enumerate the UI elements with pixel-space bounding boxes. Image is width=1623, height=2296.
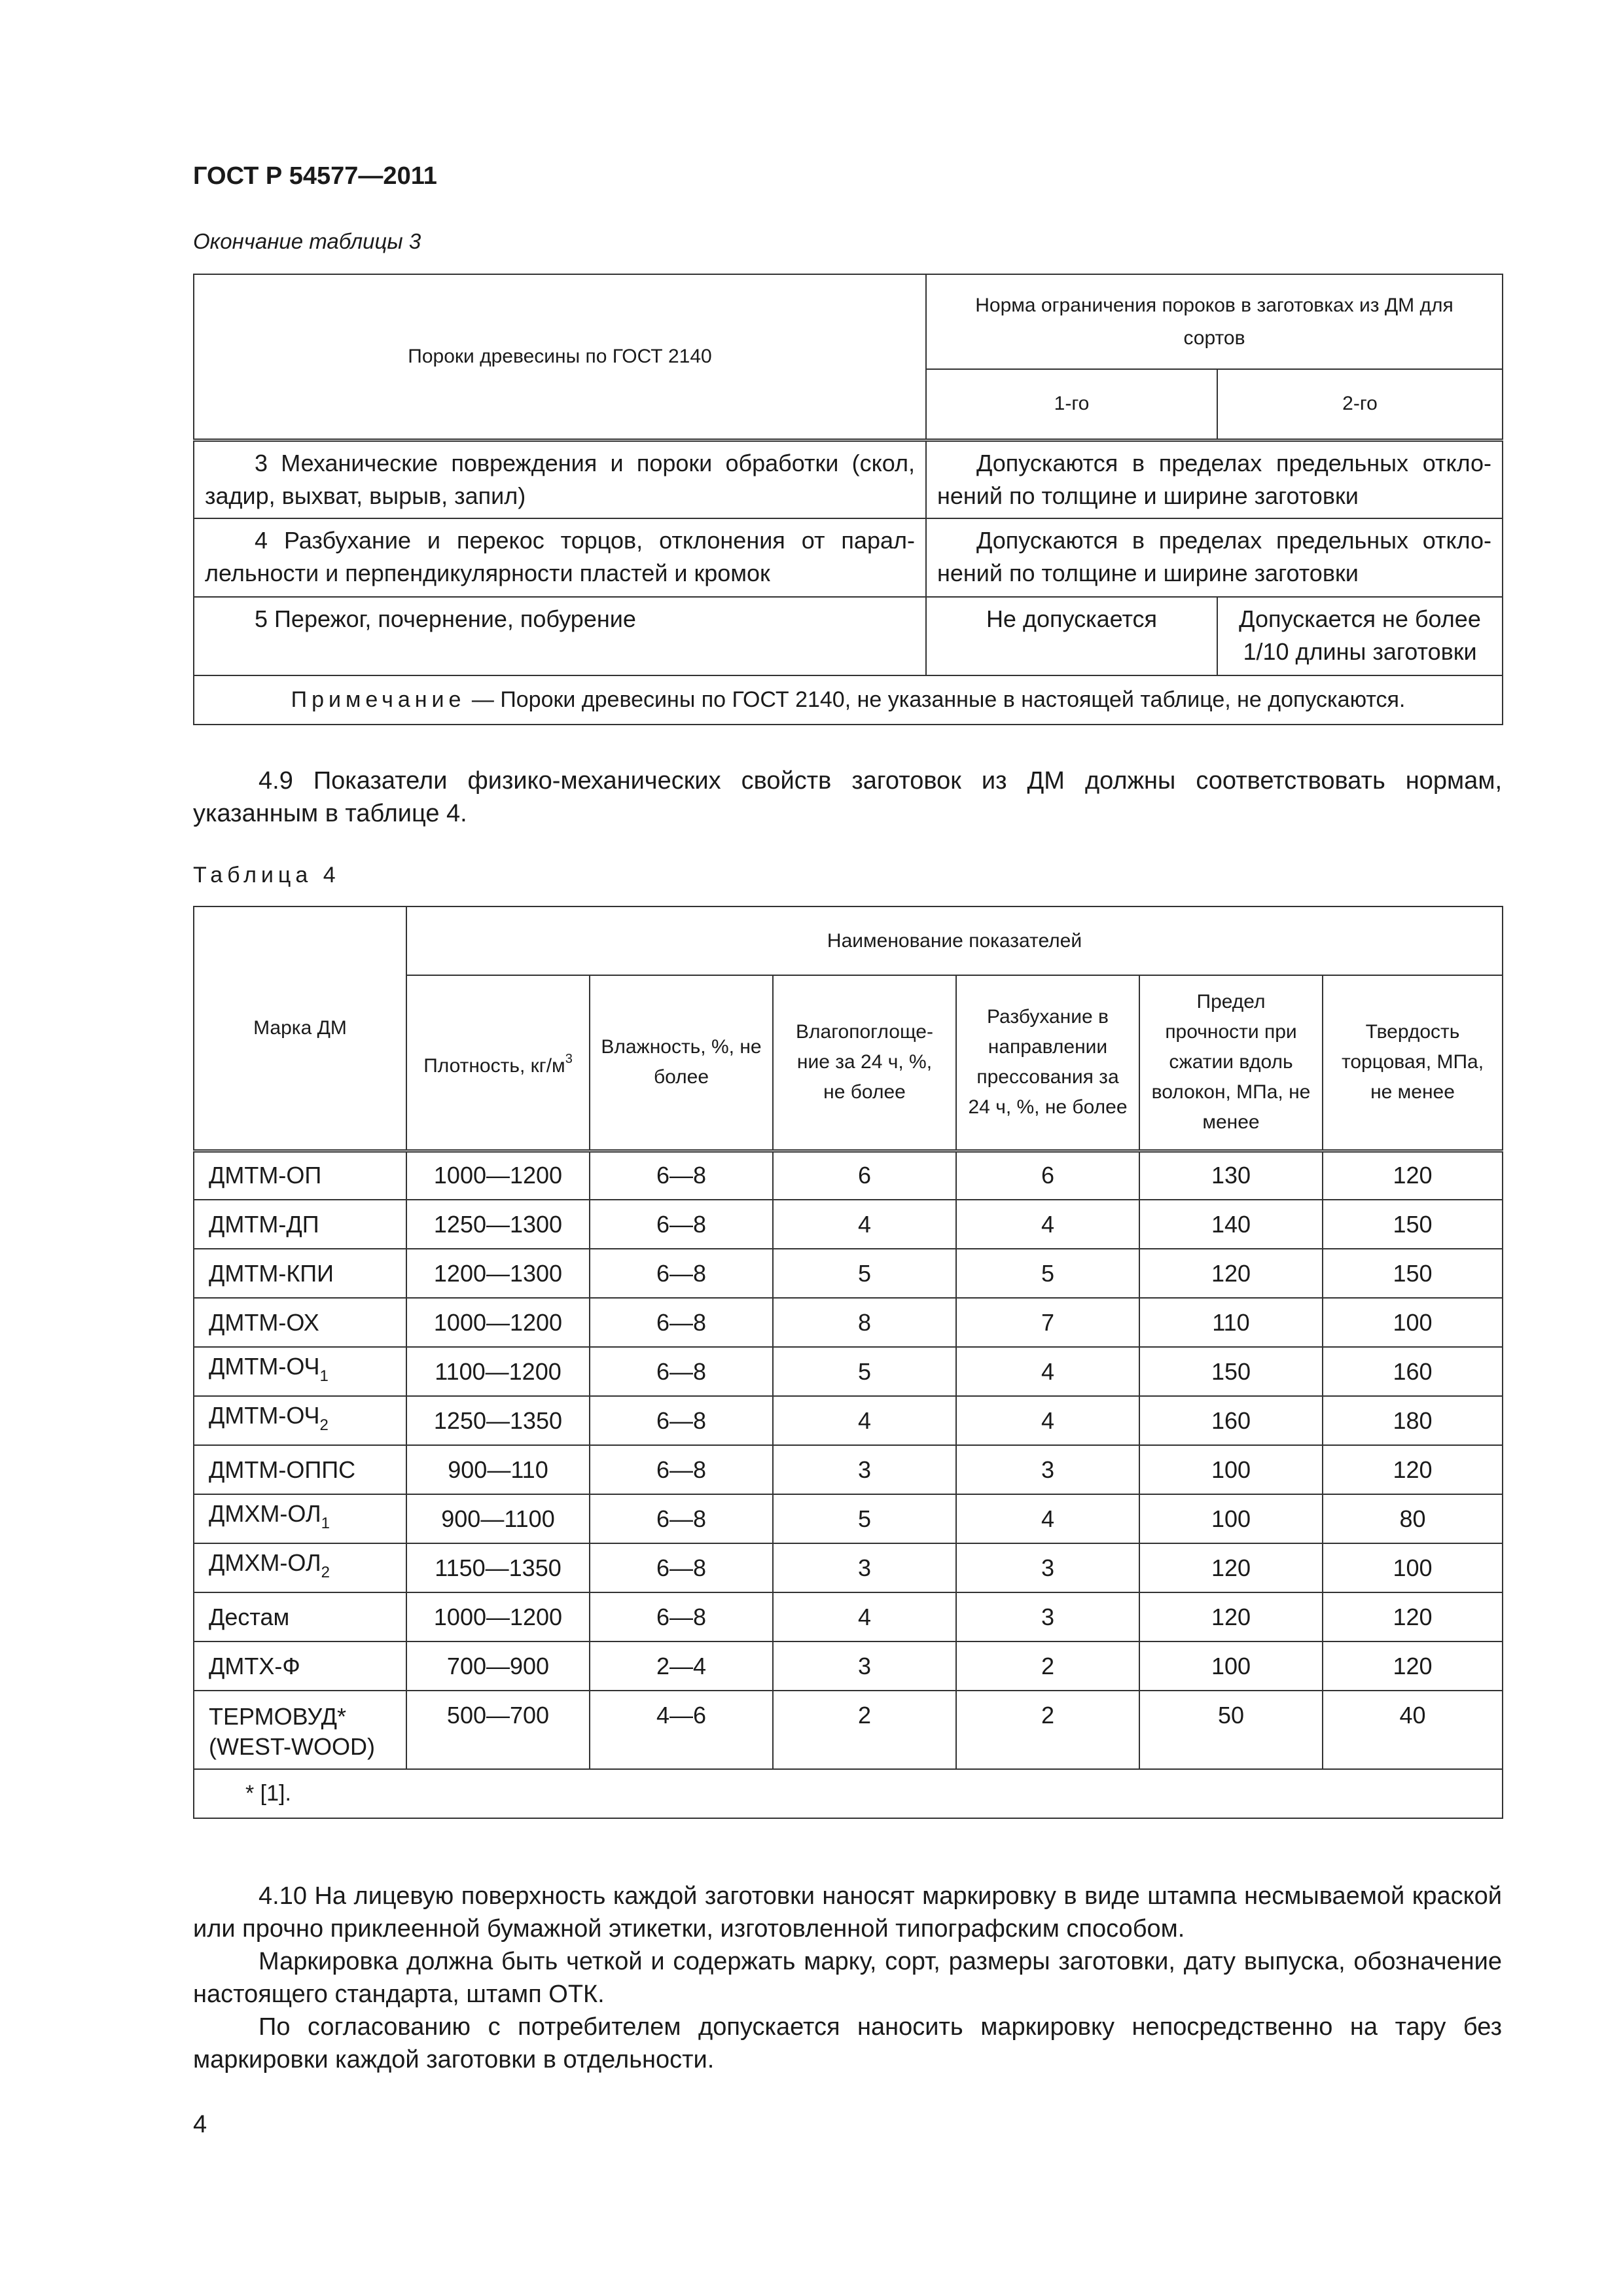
table-row <box>194 1200 1503 1249</box>
mark-cell <box>194 1543 406 1592</box>
strength-cell: 100 <box>1139 1494 1323 1543</box>
table3-continuation-label: Окончание таблицы 3 <box>193 229 421 253</box>
strength-cell: 100 <box>1139 1445 1323 1494</box>
density-cell: 900—110 <box>406 1445 590 1494</box>
table-row <box>194 1445 1503 1494</box>
mark-text: Дестам <box>209 1603 290 1630</box>
norm-text: Допускаются в пределах предельных откло-нений по толщине и ширине заготовки <box>937 449 1492 509</box>
moisture-cell: 6—8 <box>590 1200 773 1249</box>
mark-subscript: 2 <box>319 1416 329 1434</box>
mark-text: ДМТМ-ОП <box>209 1162 322 1189</box>
defect-text: Пережог, почернение, побурение <box>274 605 636 632</box>
table-4 <box>193 906 1503 1819</box>
hardness-cell: 120 <box>1323 1641 1503 1691</box>
table4-col-swelling: Разбухание в направлении прессования за 24 ч, %, не более <box>956 975 1139 1151</box>
density-cell: 900—1100 <box>406 1494 590 1543</box>
strength-cell: 120 <box>1139 1592 1323 1641</box>
table4-col-absorption: Влагопоглоще-ние за 24 ч, %, не более <box>773 975 956 1151</box>
absorption-cell: 5 <box>773 1347 956 1396</box>
swelling-cell: 2 <box>956 1641 1139 1691</box>
table3-norm-cell <box>926 440 1503 518</box>
table-row <box>194 597 1503 675</box>
table3-grade2: 2-го <box>1217 369 1503 440</box>
paragraph-marking <box>193 1945 1502 2011</box>
mark-text: ДМХМ-ОЛ <box>209 1549 321 1576</box>
mark-text: ДМТМ-ОХ <box>209 1308 319 1336</box>
mark-text: ДМХМ-ОЛ <box>209 1500 321 1527</box>
absorption-cell: 2 <box>773 1691 956 1769</box>
paragraph-text: По согласованию с потребителем допускается наносить маркировку непосредственно на тару без маркировки каждой заготовки в отдельности. <box>193 2013 1502 2073</box>
defect-text: Механические повреждения и пороки обработки (скол, задир, выхват, вырыв, запил) <box>205 449 915 509</box>
note-label: Примечание <box>291 687 466 712</box>
paragraph-text: На лицевую поверхность каждой заготовки наносят маркировку в виде штампа несмываемой краской или прочно приклеенной бумажной этикетки, изготовленной типографским способом. <box>193 1882 1502 1943</box>
row-number: 3 <box>255 449 268 476</box>
density-cell: 1250—1300 <box>406 1200 590 1249</box>
table-row <box>194 1298 1503 1347</box>
moisture-cell: 6—8 <box>590 1151 773 1200</box>
table-row <box>194 1592 1503 1641</box>
moisture-cell: 6—8 <box>590 1592 773 1641</box>
note-text: — Пороки древесины по ГОСТ 2140, не указанные в настоящей таблице, не допускаются. <box>465 687 1406 712</box>
strength-cell: 130 <box>1139 1151 1323 1200</box>
hardness-cell: 120 <box>1323 1592 1503 1641</box>
absorption-cell: 4 <box>773 1592 956 1641</box>
moisture-cell: 6—8 <box>590 1494 773 1543</box>
absorption-cell: 4 <box>773 1200 956 1249</box>
table-3 <box>193 274 1503 725</box>
moisture-cell: 2—4 <box>590 1641 773 1691</box>
absorption-cell: 3 <box>773 1445 956 1494</box>
mark-cell <box>194 1592 406 1641</box>
mark-subscript: 1 <box>321 1515 330 1532</box>
table4-col-strength: Предел прочности при сжатии вдоль волокон, МПа, не менее <box>1139 975 1323 1151</box>
strength-cell: 50 <box>1139 1691 1323 1769</box>
table3-col-defects: Пороки древесины по ГОСТ 2140 <box>194 274 926 440</box>
mark-text: ДМТМ-ОЧ <box>209 1402 320 1429</box>
moisture-cell: 6—8 <box>590 1249 773 1298</box>
table3-norm-cell <box>926 518 1503 597</box>
paragraph-4-10 <box>193 1880 1502 1945</box>
mark-text: ТЕРМОВУД* (WEST-WOOD) <box>209 1703 375 1760</box>
table-row <box>194 1396 1503 1445</box>
absorption-cell: 5 <box>773 1249 956 1298</box>
table3-defect-cell <box>194 440 926 518</box>
mark-text: ДМТМ-ОЧ <box>209 1353 320 1380</box>
table4-col-moisture: Влажность, %, не более <box>590 975 773 1151</box>
swelling-cell: 4 <box>956 1396 1139 1445</box>
row-number: 5 <box>255 605 268 632</box>
hardness-cell: 160 <box>1323 1347 1503 1396</box>
mark-cell <box>194 1691 406 1769</box>
table4-footnote: * [1]. <box>194 1769 1503 1818</box>
hardness-cell: 150 <box>1323 1200 1503 1249</box>
moisture-cell: 6—8 <box>590 1396 773 1445</box>
density-header-text: Плотность, кг/м <box>423 1054 565 1077</box>
row-number: 4 <box>255 527 268 554</box>
hardness-cell: 180 <box>1323 1396 1503 1445</box>
mark-cell <box>194 1494 406 1543</box>
swelling-cell: 3 <box>956 1543 1139 1592</box>
document-code: ГОСТ Р 54577—2011 <box>193 162 437 190</box>
mark-text: ДМТМ-ОППС <box>209 1456 356 1483</box>
strength-cell: 140 <box>1139 1200 1323 1249</box>
paragraph-4-9 <box>193 764 1502 830</box>
swelling-cell: 4 <box>956 1494 1139 1543</box>
mark-subscript: 2 <box>321 1564 330 1581</box>
density-cell: 1200—1300 <box>406 1249 590 1298</box>
table-row <box>194 1151 1503 1200</box>
density-cell: 500—700 <box>406 1691 590 1769</box>
table-row <box>194 1691 1503 1769</box>
mark-cell <box>194 1396 406 1445</box>
hardness-cell: 40 <box>1323 1691 1503 1769</box>
paragraph-text: Маркировка должна быть четкой и содержать марку, сорт, размеры заготовки, дату выпуска, обозначение настоящего стандарта, штамп ОТК. <box>193 1948 1502 2008</box>
table-row <box>194 1494 1503 1543</box>
swelling-cell: 3 <box>956 1592 1139 1641</box>
hardness-cell: 120 <box>1323 1151 1503 1200</box>
strength-cell: 100 <box>1139 1641 1323 1691</box>
moisture-cell: 6—8 <box>590 1543 773 1592</box>
mark-cell <box>194 1347 406 1396</box>
table4-label: Таблица 4 <box>193 863 340 888</box>
absorption-cell: 4 <box>773 1396 956 1445</box>
page-number: 4 <box>193 2111 207 2138</box>
hardness-cell: 100 <box>1323 1543 1503 1592</box>
absorption-cell: 3 <box>773 1641 956 1691</box>
table3-note <box>194 675 1503 725</box>
norm-text: Допускаются в пределах предельных откло-нений по толщине и ширине заготовки <box>937 527 1492 586</box>
mark-text: ДМТМ-КПИ <box>209 1259 334 1287</box>
hardness-cell: 120 <box>1323 1445 1503 1494</box>
moisture-cell: 6—8 <box>590 1445 773 1494</box>
density-cell: 1150—1350 <box>406 1543 590 1592</box>
mark-text: ДМТХ-Ф <box>209 1652 300 1679</box>
paragraph-text: Показатели физико-механических свойств заготовок из ДМ должны соответствовать нормам, указанным в таблице 4. <box>193 767 1503 827</box>
table3-defect-cell <box>194 518 926 597</box>
hardness-cell: 80 <box>1323 1494 1503 1543</box>
strength-cell: 120 <box>1139 1249 1323 1298</box>
swelling-cell: 6 <box>956 1151 1139 1200</box>
absorption-cell: 5 <box>773 1494 956 1543</box>
mark-cell <box>194 1641 406 1691</box>
paragraph-number: 4.9 <box>259 767 293 795</box>
density-header-superscript: 3 <box>565 1051 573 1066</box>
strength-cell: 160 <box>1139 1396 1323 1445</box>
swelling-cell: 4 <box>956 1347 1139 1396</box>
strength-cell: 120 <box>1139 1543 1323 1592</box>
moisture-cell: 6—8 <box>590 1347 773 1396</box>
swelling-cell: 4 <box>956 1200 1139 1249</box>
table-row <box>194 1543 1503 1592</box>
mark-cell <box>194 1200 406 1249</box>
strength-cell: 150 <box>1139 1347 1323 1396</box>
mark-text: ДМТМ-ДП <box>209 1210 319 1238</box>
swelling-cell: 3 <box>956 1445 1139 1494</box>
density-cell: 1000—1200 <box>406 1592 590 1641</box>
table-row <box>194 518 1503 597</box>
table4-col-mark: Марка ДМ <box>194 906 406 1151</box>
swelling-cell: 7 <box>956 1298 1139 1347</box>
swelling-cell: 5 <box>956 1249 1139 1298</box>
moisture-cell: 4—6 <box>590 1691 773 1769</box>
absorption-cell: 6 <box>773 1151 956 1200</box>
density-cell: 1100—1200 <box>406 1347 590 1396</box>
mark-cell <box>194 1445 406 1494</box>
mark-cell <box>194 1151 406 1200</box>
density-cell: 1000—1200 <box>406 1298 590 1347</box>
absorption-cell: 8 <box>773 1298 956 1347</box>
mark-cell <box>194 1249 406 1298</box>
paragraph-number: 4.10 <box>259 1882 307 1910</box>
defect-text: Разбухание и перекос торцов, отклонения от парал-лельности и перпендикулярности пластей и кромок <box>205 527 915 586</box>
table-row <box>194 1641 1503 1691</box>
table-row <box>194 1347 1503 1396</box>
density-cell: 700—900 <box>406 1641 590 1691</box>
table3-col-norm: Норма ограничения пороков в заготовках из ДМ для сортов <box>926 274 1503 369</box>
table3-defect-cell <box>194 597 926 675</box>
density-cell: 1250—1350 <box>406 1396 590 1445</box>
hardness-cell: 150 <box>1323 1249 1503 1298</box>
density-cell: 1000—1200 <box>406 1151 590 1200</box>
strength-cell: 110 <box>1139 1298 1323 1347</box>
table-row <box>194 1249 1503 1298</box>
table-row <box>194 440 1503 518</box>
absorption-cell: 3 <box>773 1543 956 1592</box>
swelling-cell: 2 <box>956 1691 1139 1769</box>
table3-grade1: 1-го <box>926 369 1217 440</box>
mark-cell <box>194 1298 406 1347</box>
mark-subscript: 1 <box>319 1367 329 1385</box>
table3-grade2-cell: Допускается не более 1/10 длины заготовки <box>1217 597 1503 675</box>
table4-col-density <box>406 975 590 1151</box>
hardness-cell: 100 <box>1323 1298 1503 1347</box>
table3-grade1-cell: Не допускается <box>926 597 1217 675</box>
table4-group-header: Наименование показателей <box>406 906 1503 975</box>
paragraph-agreement <box>193 2011 1502 2076</box>
moisture-cell: 6—8 <box>590 1298 773 1347</box>
table4-col-hardness: Твердость торцовая, МПа, не менее <box>1323 975 1503 1151</box>
